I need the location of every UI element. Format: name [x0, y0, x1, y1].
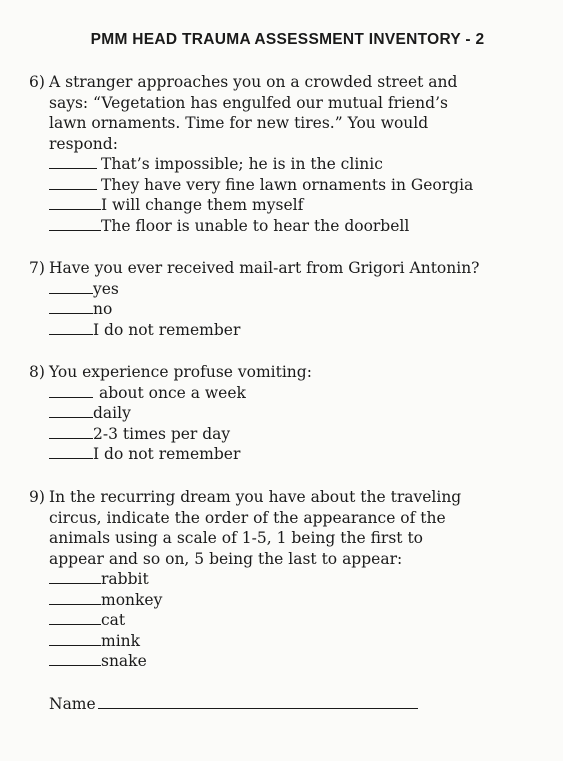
- question-number: 6): [29, 73, 45, 91]
- question-text-line: In the recurring dream you have about the traveling: [49, 488, 462, 506]
- name-row: [49, 693, 418, 714]
- answer-blank[interactable]: [49, 299, 93, 314]
- answer-option: [49, 444, 529, 465]
- answer-option: [49, 590, 529, 611]
- answer-option: [49, 651, 529, 672]
- question-text-line: appear and so on, 5 being the last to appear:: [49, 549, 403, 568]
- question-6: [29, 72, 529, 236]
- option-label: I will change them myself: [101, 196, 304, 214]
- answer-option: [49, 569, 529, 590]
- question-number: 9): [29, 488, 45, 506]
- answer-option: [49, 424, 529, 445]
- question-text-line: lawn ornaments. Time for new tires.” You would: [49, 114, 429, 132]
- answer-blank[interactable]: [49, 610, 101, 625]
- option-label: daily: [93, 404, 131, 422]
- question-text-line: Have you ever received mail-art from Grigori Antonin?: [49, 259, 480, 277]
- option-label: snake: [101, 652, 147, 670]
- answer-option: [49, 403, 529, 424]
- option-label: The floor is unable to hear the doorbell: [101, 216, 410, 235]
- option-label: about once a week: [99, 383, 246, 402]
- answer-option: [49, 610, 529, 631]
- answer-option: [49, 195, 529, 216]
- answer-blank[interactable]: [49, 216, 101, 231]
- answer-option: [49, 216, 529, 237]
- answer-blank[interactable]: [49, 195, 101, 210]
- option-label: 2-3 times per day: [93, 424, 231, 443]
- answer-blank[interactable]: [49, 651, 101, 666]
- option-label: I do not remember: [93, 320, 241, 339]
- answer-option: [49, 631, 529, 652]
- question-text-line: You experience profuse vomiting:: [49, 363, 312, 381]
- option-label: I do not remember: [93, 445, 241, 463]
- answer-option: [49, 279, 529, 300]
- question-text-line: animals using a scale of 1-5, 1 being the first to: [49, 529, 423, 547]
- answer-option: [49, 175, 529, 196]
- question-number: 8): [29, 363, 45, 381]
- option-label: They have very fine lawn ornaments in Georgia: [101, 175, 474, 194]
- option-label: no: [93, 300, 113, 318]
- answer-blank[interactable]: [49, 320, 93, 335]
- question-9: [29, 487, 529, 672]
- option-label: rabbit: [101, 570, 149, 588]
- question-text-line: circus, indicate the order of the appearance of the: [49, 508, 446, 527]
- question-text-line: respond:: [49, 134, 118, 153]
- question-8: [29, 362, 529, 465]
- question-text-line: A stranger approaches you on a crowded street and: [49, 73, 458, 91]
- page-title: PMM HEAD TRAUMA ASSESSMENT INVENTORY - 2: [90, 31, 485, 48]
- question-7: [29, 258, 529, 340]
- answer-blank[interactable]: [49, 424, 93, 439]
- question-number: 7): [29, 259, 45, 277]
- option-label: yes: [93, 279, 119, 298]
- answer-blank[interactable]: [49, 631, 101, 646]
- answer-blank[interactable]: [49, 569, 101, 584]
- answer-option: [49, 299, 529, 320]
- answer-option: [49, 154, 529, 175]
- name-label: Name: [49, 695, 96, 713]
- option-label: That’s impossible; he is in the clinic: [101, 155, 383, 173]
- option-label: cat: [101, 611, 126, 629]
- answer-blank[interactable]: [49, 279, 93, 294]
- option-label: monkey: [101, 590, 163, 609]
- answer-blank[interactable]: [49, 175, 97, 190]
- answer-blank[interactable]: [49, 383, 93, 398]
- question-text-line: says: “Vegetation has engulfed our mutual friend’s: [49, 93, 448, 112]
- answer-blank[interactable]: [49, 154, 97, 169]
- option-label: mink: [101, 631, 141, 650]
- answer-blank[interactable]: [49, 590, 101, 605]
- answer-option: [49, 383, 529, 404]
- answer-blank[interactable]: [49, 444, 93, 459]
- answer-option: [49, 320, 529, 341]
- answer-blank[interactable]: [49, 403, 93, 418]
- name-field[interactable]: [98, 693, 418, 709]
